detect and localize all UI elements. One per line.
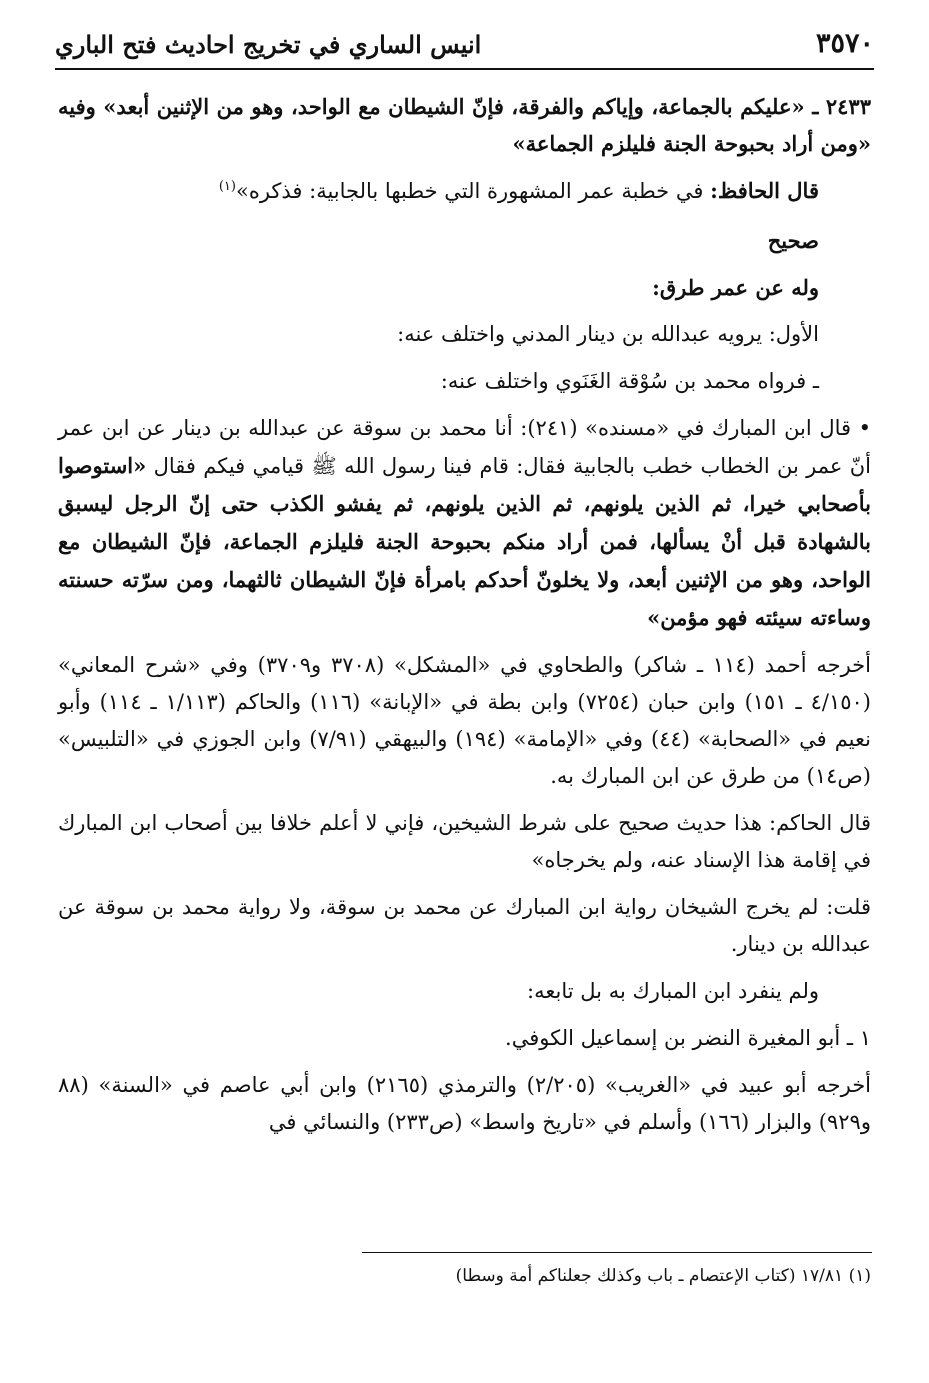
narration-matn: «استوصوا بأصحابي خيرا، ثم الذين يلونهم، ثم الذين يلونهم، ثم يفشو الكذب حتى إنّ الرجل ليسبق بالشهادة قبل أنْ يسألها، فمن أراد منكم بحبوحة الجنة فليلزم الجماعة، فإنّ الشيطان مع الواحد، وهو من الإثنين أبعد، ولا يخلونّ أحدكم بامرأة فإنّ الشيطان ثالثهما، ومن سرّته حسنته وساءته سيئته فهو مؤمن» [58,453,871,630]
author-note: قلت: لم يخرج الشيخان رواية ابن المبارك عن محمد بن سوقة، ولا رواية محمد بن سوقة عن عبدالله بن دينار. [58,895,871,956]
hafiz-statement [58,172,871,210]
grade: صحيح [767,228,819,253]
turuq-heading: وله عن عمر طرق: [652,275,819,300]
narration-chain: • قال ابن المبارك في «مسنده» (٢٤١): أنا محمد بن سوقة عن عبدالله بن دينار عن ابن عمر أنّ عمر بن الخطاب خطب بالجابية فقال: قام فينا رسول الله ﷺ قيامي فيكم فقال [58,416,871,478]
narration-intro: ـ فرواه محمد بن سُوْقة الغَنَوي واختلف عنه: [440,369,819,393]
ibn-mubarak-narration [58,410,871,637]
page-body [58,88,871,1151]
page-number: ٣٥٧٠ [815,28,874,59]
hadith-heading: ٢٤٣٣ ـ «عليكم بالجماعة، وإياكم والفرقة، فإنّ الشيطان مع الواحد، وهو من الإثنين أبعد» وفيه «ومن أراد بحبوحة الجنة فليلزم الجماعة» [58,94,871,156]
hafiz-label: قال الحافظ: [710,178,819,203]
takhrij-paragraph: أخرجه أحمد (١١٤ ـ شاكر) والطحاوي في «المشكل» (٣٧٠٨ و٣٧٠٩) وفي «شرح المعاني» (٤/١٥٠ ـ ١٥١) وابن حبان (٧٢٥٤) وابن بطة في «الإبانة» (١١٦) والحاكم (١/١١٣ ـ ١١٤) وأبو نعيم في «الصحابة» (٤٤) وفي «الإمامة» (١٩٤) والبيهقي (٧/٩١) وابن الجوزي في «التلبيس» (ص١٤) من طرق عن ابن المبارك به. [58,653,871,788]
footnote: (١) ١٧/٨١ (كتاب الإعتصام ـ باب وكذلك جعلناكم أمة وسطا) [455,1266,871,1286]
page-header [55,28,874,70]
followed-by: ولم ينفرد ابن المبارك به بل تابعه: [527,979,819,1003]
list-item: ١ ـ أبو المغيرة النضر بن إسماعيل الكوفي. [505,1026,871,1050]
takhrij-paragraph-2: أخرجه أبو عبيد في «الغريب» (٢/٢٠٥) والترمذي (٢١٦٥) وابن أبي عاصم في «السنة» (٨٨ و٩٢٩) والبزار (١٦٦) وأسلم في «تاريخ واسط» (ص٢٣٣) والنسائي في [58,1073,872,1134]
footnote-divider [362,1252,872,1253]
hakim-quote: قال الحاكم: هذا حديث صحيح على شرط الشيخين، فإني لا أعلم خلافا بين أصحاب ابن المبارك في إقامة هذا الإسناد عنه، ولم يخرجاه» [58,811,871,872]
running-title: انيس الساري في تخريج احاديث فتح الباري [55,30,482,59]
first-path: الأول: يرويه عبدالله بن دينار المدني واختلف عنه: [397,322,819,346]
footnote-marker: (١) [218,179,236,194]
hafiz-text: في خطبة عمر المشهورة التي خطبها بالجابية: فذكره» [235,179,704,203]
